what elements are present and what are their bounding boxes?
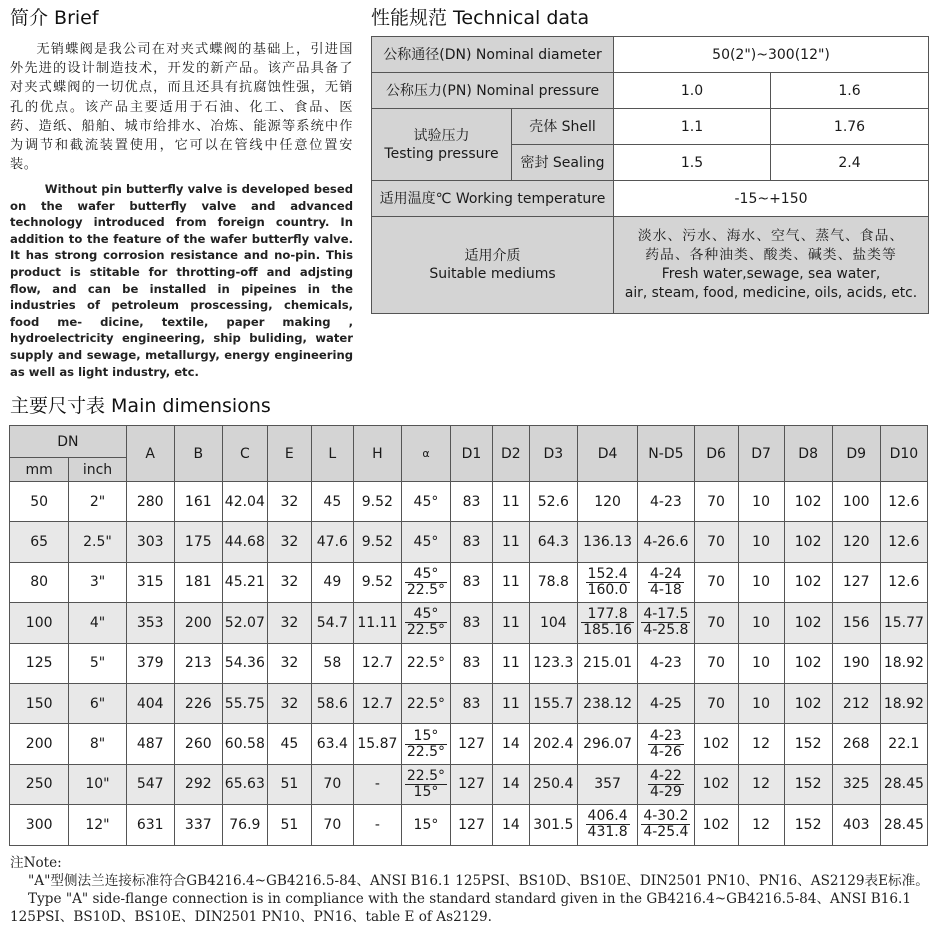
table-cell: 268 [832,724,880,764]
fraction-top: 152.4 [587,565,628,582]
table-row [10,562,928,602]
table-cell: 51 [267,805,311,845]
table-cell: 14 [492,764,529,804]
table-cell: 11.11 [353,603,401,643]
shell-value: 1.1 [614,109,771,145]
table-cell: 10 [738,522,784,562]
row-working-temperature [372,181,929,217]
pn-value: 1.0 [614,73,771,109]
table-cell: 292 [174,764,222,804]
table-cell: 76.9 [222,805,267,845]
table-cell [401,805,450,845]
table-cell: 83 [451,603,493,643]
table-cell: - [353,764,401,804]
header-h: H [353,426,401,482]
table-cell: 11 [492,603,529,643]
table-cell: 9.52 [353,482,401,522]
brief-english-text: Without pin butterfly valve is developed besed on the wafer butterfly valve and advanced technology introduced from foreign country. In addition to the feature of the wafer butterfly valve. It has strong corrosion resistance and no-pin. This product is stitable for throtting-off and adjsting flow, and can be installed in pipeines in the industries of petroleum proscessing, chemicals, food me- dicine, textile, paper making , hydroelectricity engineering, ship buliding, water supply and sewage, metallurgy, energy engineering as well as light industry, etc. [10,182,353,379]
table-cell: 12.7 [353,643,401,683]
table-cell: 11 [492,562,529,602]
table-row [10,643,928,683]
table-cell: 200 [10,724,69,764]
table-cell: 32 [267,522,311,562]
table-cell: 250.4 [529,764,577,804]
table-cell: 280 [126,482,174,522]
fraction-bottom: 4-26 [650,743,682,760]
table-cell: 547 [126,764,174,804]
fraction-value [586,809,630,840]
table-cell: 54.36 [222,643,267,683]
table-cell: 58.6 [311,683,353,723]
table-cell: 44.68 [222,522,267,562]
fraction-top: 15° [405,729,447,745]
table-cell [638,724,694,764]
table-cell: 70 [694,562,738,602]
table-cell: 32 [267,643,311,683]
cell-value: 45° [413,534,439,551]
header-e: E [267,426,311,482]
table-cell: 127 [832,562,880,602]
table-cell: 300 [10,805,69,845]
table-cell: 2.5" [69,522,126,562]
fraction-bottom: 22.5° [406,743,446,760]
table-cell: 45.21 [222,562,267,602]
header-d7: D7 [738,426,784,482]
mediums-cn-line: 药品、各种油类、酸类、碱类、盐类等 [645,247,897,263]
fraction-bottom: 22.5° [406,581,446,598]
table-cell: 152 [784,764,832,804]
table-cell: 260 [174,724,222,764]
table-cell: 12.6 [880,562,927,602]
brief-title: 简介 Brief [10,7,99,29]
fraction-value [648,729,684,760]
working-temperature-value: -15~+150 [614,181,929,217]
fraction-value [648,567,684,598]
table-cell [401,643,450,683]
note-section [10,854,935,926]
table-cell: 12.6 [880,522,927,562]
table-cell: 18.92 [880,643,927,683]
table-cell: 175 [174,522,222,562]
table-cell: 49 [311,562,353,602]
header-d6: D6 [694,426,738,482]
table-cell: 100 [10,603,69,643]
table-cell: 127 [451,724,493,764]
table-cell: 14 [492,724,529,764]
header-n-d5: N-D5 [638,426,694,482]
fraction-bottom: 185.16 [583,622,633,639]
table-cell: 70 [694,603,738,643]
fraction-top: 45° [405,567,447,583]
table-cell: 11 [492,643,529,683]
table-cell: 32 [267,482,311,522]
table-cell: 155.7 [529,683,577,723]
table-row [10,482,928,522]
cell-value: 120 [594,493,621,510]
table-cell: 202.4 [529,724,577,764]
fraction-bottom: 15° [413,783,439,800]
table-cell: 42.04 [222,482,267,522]
fraction-value [641,809,690,840]
table-cell: 12 [738,724,784,764]
fraction-bottom: 160.0 [587,581,628,598]
cell-value: 4-23 [650,493,682,510]
table-cell: 190 [832,643,880,683]
table-cell: 65.63 [222,764,267,804]
table-cell: 152 [784,724,832,764]
table-cell: 5" [69,643,126,683]
header-d3: D3 [529,426,577,482]
testing-pressure-cn: 试验压力 [413,127,470,144]
table-cell: 10 [738,482,784,522]
table-cell: 52.07 [222,603,267,643]
table-cell: 102 [694,805,738,845]
table-cell: 83 [451,683,493,723]
cell-value: 45° [413,493,439,510]
table-cell [638,805,694,845]
table-cell [638,522,694,562]
table-cell [577,724,637,764]
header-row [10,426,928,458]
table-cell: 303 [126,522,174,562]
table-cell: 80 [10,562,69,602]
table-cell: 10 [738,562,784,602]
table-row [10,724,928,764]
table-row [10,805,928,845]
cell-value: 4-23 [650,655,682,672]
table-cell [401,724,450,764]
fraction-bottom: 4-25.8 [643,622,689,639]
table-cell: 11 [492,522,529,562]
table-cell: 213 [174,643,222,683]
header-dn: DN [10,426,127,458]
suitable-mediums-cn: 适用介质 [464,248,521,264]
table-cell: 403 [832,805,880,845]
table-cell: 12.6 [880,482,927,522]
fraction-top: 4-22 [650,767,682,784]
table-cell [638,482,694,522]
table-cell: 10 [738,643,784,683]
fraction-top: 4-30.2 [643,808,689,825]
table-cell: 10" [69,764,126,804]
table-row [10,683,928,723]
table-cell: 51 [267,764,311,804]
row-nominal-diameter [372,37,929,73]
mediums-cn-line: 淡水、污水、海水、空气、蒸气、食品、 [637,228,905,244]
table-cell: 127 [451,805,493,845]
header-c: C [222,426,267,482]
table-cell: 70 [694,643,738,683]
table-cell [401,683,450,723]
table-cell: 11 [492,482,529,522]
shell-value: 1.76 [771,109,929,145]
table-cell [401,562,450,602]
table-cell: 32 [267,603,311,643]
cell-value: 22.5° [406,695,446,712]
table-cell: 65 [10,522,69,562]
header-a: A [126,426,174,482]
table-cell: 10 [738,603,784,643]
table-cell: 152 [784,805,832,845]
table-cell: 6" [69,683,126,723]
fraction-value [586,567,630,598]
cell-value: 22.5° [406,655,446,672]
table-cell: 353 [126,603,174,643]
table-cell: 12.7 [353,683,401,723]
table-cell: 631 [126,805,174,845]
table-cell: 2" [69,482,126,522]
table-cell: 12" [69,805,126,845]
table-cell: 83 [451,482,493,522]
table-cell: 250 [10,764,69,804]
table-cell: 125 [10,643,69,683]
fraction-top: 22.5° [406,767,446,784]
fraction-top: 4-23 [650,727,682,744]
header-d2: D2 [492,426,529,482]
table-cell: 70 [694,683,738,723]
header-b: B [174,426,222,482]
table-cell: 63.4 [311,724,353,764]
table-cell: 83 [451,522,493,562]
header-d10: D10 [880,426,927,482]
table-cell: 22.1 [880,724,927,764]
table-cell [638,603,694,643]
technical-data-table [371,36,929,314]
table-cell: 102 [784,562,832,602]
fraction-top: 406.4 [587,808,628,825]
table-cell: 212 [832,683,880,723]
table-cell: 102 [694,764,738,804]
table-cell: - [353,805,401,845]
table-cell: 45 [311,482,353,522]
table-cell: 226 [174,683,222,723]
table-cell [577,805,637,845]
fraction-bottom: 4-29 [650,783,682,800]
cell-value: 15° [413,816,439,833]
suitable-mediums-value [614,217,929,314]
table-cell: 15.77 [880,603,927,643]
fraction-value [405,729,447,760]
table-cell [401,522,450,562]
table-cell: 15.87 [353,724,401,764]
mediums-en-line: Fresh water,sewage, sea water, [661,266,881,282]
table-cell [638,764,694,804]
header-d4: D4 [577,426,637,482]
table-cell [638,683,694,723]
nominal-diameter-value: 50(2")~300(12") [614,37,929,73]
table-cell: 12 [738,805,784,845]
fraction-top: 45° [405,607,447,623]
table-cell: 337 [174,805,222,845]
table-cell [401,764,450,804]
table-cell: 14 [492,805,529,845]
note-english: Type "A" side-flange connection is in compliance with the standard standard given in the GB4216.4~GB4216.5-84、ANSI B16.1 125PSI、BS10D、BS10E、DIN2501 PN10、PN16、table E of As2129. [10,891,912,925]
tech-title: 性能规范 Technical data [371,7,590,29]
table-cell [638,643,694,683]
table-cell: 32 [267,562,311,602]
dimensions-title: 主要尺寸表 Main dimensions [10,395,271,417]
table-cell [577,643,637,683]
sealing-value: 1.5 [614,145,771,181]
table-cell: 55.75 [222,683,267,723]
table-cell: 50 [10,482,69,522]
table-cell [577,482,637,522]
working-temperature-label: 适用温度℃ Working temperature [372,181,614,217]
nominal-diameter-label: 公称通径(DN) Nominal diameter [372,37,614,73]
cell-value: 357 [594,776,621,793]
table-cell: 102 [784,522,832,562]
table-cell: 70 [694,482,738,522]
header--: α [401,426,450,482]
table-cell: 404 [126,683,174,723]
table-cell: 78.8 [529,562,577,602]
cell-value: 4-26.6 [643,534,689,551]
row-suitable-mediums [372,217,929,314]
shell-label: 壳体 Shell [512,109,614,145]
table-cell: 315 [126,562,174,602]
table-cell: 32 [267,683,311,723]
fraction-top: 4-24 [650,565,682,582]
table-cell: 325 [832,764,880,804]
fraction-top: 4-17.5 [643,606,689,623]
table-cell [577,603,637,643]
table-cell: 4" [69,603,126,643]
table-cell: 156 [832,603,880,643]
fraction-value [405,567,447,598]
header-d9: D9 [832,426,880,482]
fraction-bottom: 431.8 [587,824,628,841]
table-row [10,764,928,804]
table-cell: 70 [694,522,738,562]
table-cell: 83 [451,643,493,683]
note-label: 注Note: [10,855,62,871]
table-cell: 18.92 [880,683,927,723]
cell-value: 136.13 [583,534,633,551]
table-cell: 100 [832,482,880,522]
table-cell [401,603,450,643]
header-d1: D1 [451,426,493,482]
table-cell: 123.3 [529,643,577,683]
fraction-value [648,769,684,800]
table-cell: 12 [738,764,784,804]
table-cell: 70 [311,764,353,804]
table-cell: 28.45 [880,764,927,804]
table-cell: 150 [10,683,69,723]
row-shell [372,109,929,145]
table-cell: 102 [784,643,832,683]
brief-chinese-text: 无销蝶阀是我公司在对夹式蝶阀的基础上，引进国外先进的设计制造技术，开发的新产品。该产品具备了对夹式蝶阀的一切优点，而且还具有抗腐蚀性强，无销孔的优点。该产品主要适用于石油、化工、食品、医药、造纸、船舶、城市给排水、冶炼、能源等系统中作为调节和截流装置使用，它可以在管线中任意位置安装。 [10,42,353,173]
cell-value: 296.07 [583,736,633,753]
table-row [10,603,928,643]
note-chinese: "A"型侧法兰连接标准符合GB4216.4~GB4216.5-84、ANSI B16.1 125PSI、BS10D、BS10E、DIN2501 PN10、PN16、AS2129表E标准。 [28,873,929,889]
table-cell: 102 [784,482,832,522]
table-cell: 161 [174,482,222,522]
testing-pressure-en: Testing pressure [384,145,499,162]
fraction-bottom: 22.5° [406,622,446,639]
table-cell: 83 [451,562,493,602]
fraction-bottom: 4-18 [650,581,682,598]
pn-value: 1.6 [771,73,929,109]
table-cell: 102 [784,603,832,643]
table-cell [577,683,637,723]
table-cell: 70 [311,805,353,845]
table-cell: 8" [69,724,126,764]
table-cell [577,522,637,562]
suitable-mediums-en: Suitable mediums [429,266,556,282]
table-cell: 181 [174,562,222,602]
table-cell [638,562,694,602]
fraction-bottom: 4-25.4 [643,824,689,841]
table-cell: 45 [267,724,311,764]
sealing-label: 密封 Sealing [512,145,614,181]
fraction-value [405,769,447,800]
table-cell: 301.5 [529,805,577,845]
table-cell [577,764,637,804]
table-cell: 200 [174,603,222,643]
header-mm: mm [10,458,69,482]
table-cell: 9.52 [353,522,401,562]
table-cell: 3" [69,562,126,602]
table-cell: 127 [451,764,493,804]
cell-value: 238.12 [583,695,633,712]
table-cell: 9.52 [353,562,401,602]
sealing-value: 2.4 [771,145,929,181]
table-cell: 379 [126,643,174,683]
table-cell: 10 [738,683,784,723]
header-d8: D8 [784,426,832,482]
mediums-en-line: air, steam, food, medicine, oils, acids, etc. [624,285,918,301]
fraction-value [405,607,447,638]
suitable-mediums-label [372,217,614,314]
table-cell: 120 [832,522,880,562]
header-inch: inch [69,458,126,482]
table-cell: 58 [311,643,353,683]
table-row [10,522,928,562]
fraction-top: 177.8 [581,607,634,623]
header-l: L [311,426,353,482]
table-cell: 102 [694,724,738,764]
testing-pressure-label [372,109,512,181]
table-cell: 28.45 [880,805,927,845]
table-cell: 11 [492,683,529,723]
table-cell: 102 [784,683,832,723]
cell-value: 215.01 [583,655,633,672]
nominal-pressure-label: 公称压力(PN) Nominal pressure [372,73,614,109]
cell-value: 4-25 [650,695,682,712]
table-cell: 487 [126,724,174,764]
table-cell: 64.3 [529,522,577,562]
table-cell: 47.6 [311,522,353,562]
table-cell [401,482,450,522]
fraction-value [581,607,634,638]
table-cell: 52.6 [529,482,577,522]
table-cell [577,562,637,602]
table-cell: 60.58 [222,724,267,764]
fraction-value [641,607,690,638]
row-nominal-pressure [372,73,929,109]
table-cell: 104 [529,603,577,643]
main-dimensions-table [9,425,928,846]
table-cell: 54.7 [311,603,353,643]
